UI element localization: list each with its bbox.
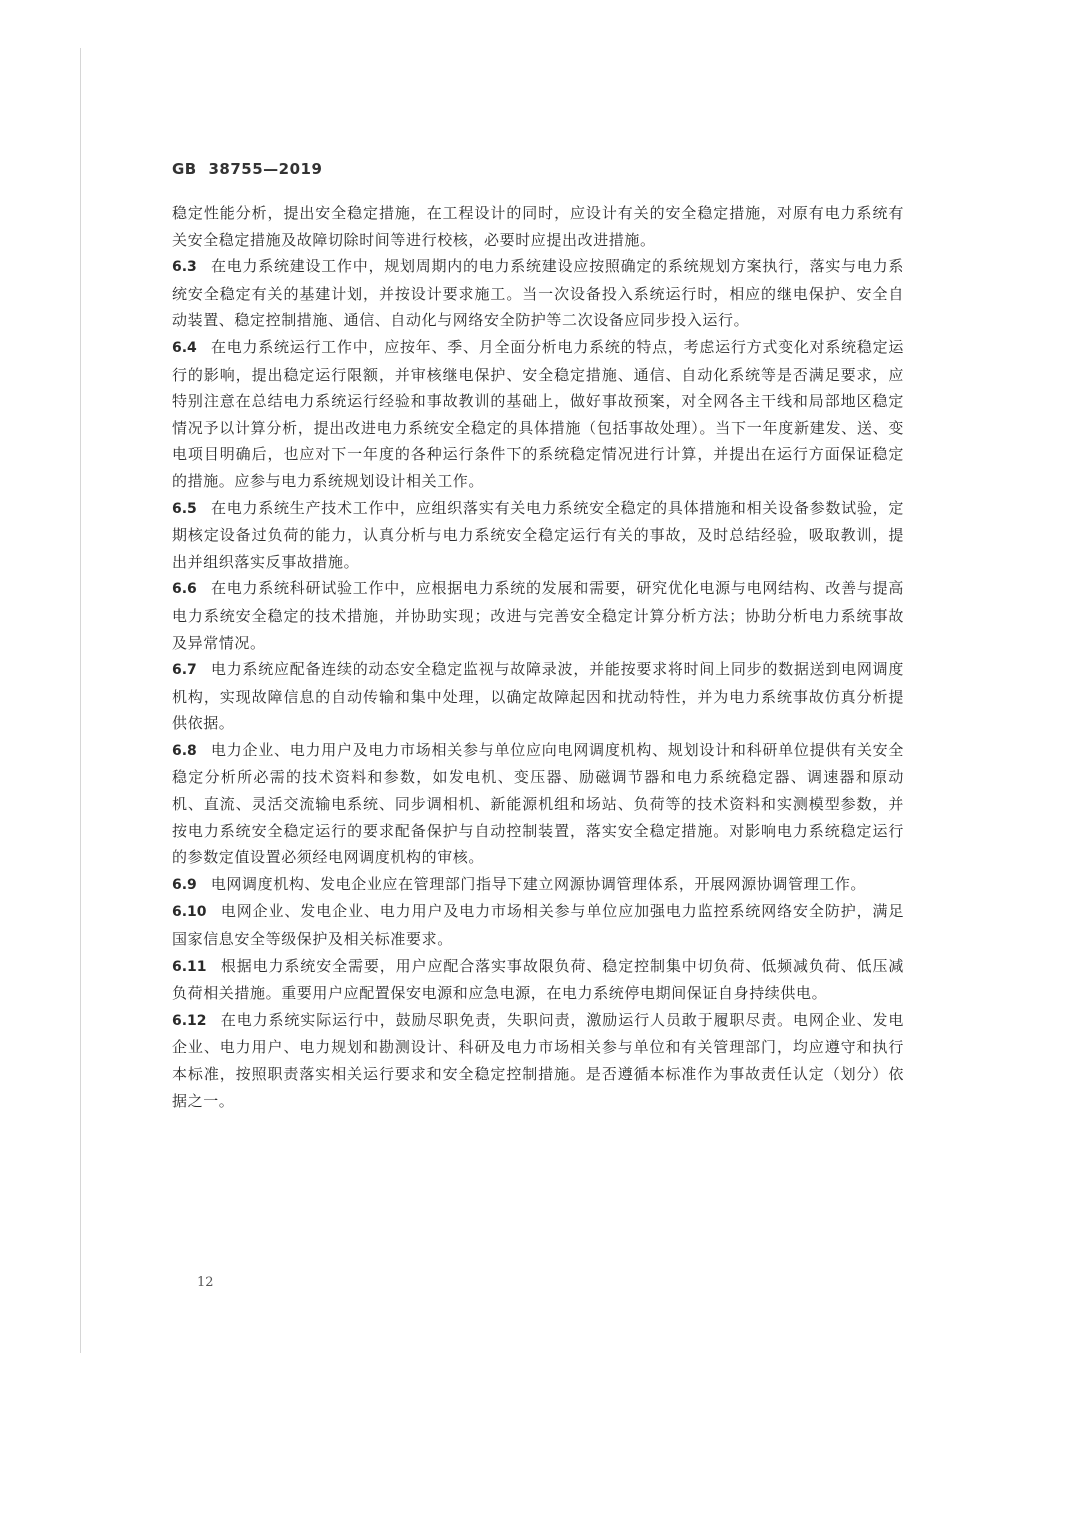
clause-text: 电网企业、发电企业、电力用户及电力市场相关参与单位应加强电力监控系统网络安全防护，满足国家信息安全等级保护及相关标准要求。 [172, 902, 904, 949]
clause-6-9 [172, 871, 904, 899]
clause-text: 在电力系统科研试验工作中，应根据电力系统的发展和需要，研究优化电源与电网结构、改善与提高电力系统安全稳定的技术措施，并协助实现；改进与完善安全稳定计算分析方法；协助分析电力系统事故及异常情况。 [172, 579, 904, 652]
clause-6-3 [172, 253, 904, 334]
clause-6-5 [172, 495, 904, 576]
clause-6-6 [172, 575, 904, 656]
clause-text: 在电力系统实际运行中，鼓励尽职免责，失职问责，激励运行人员敢于履职尽责。电网企业、发电企业、电力用户、电力规划和勘测设计、科研及电力市场相关参与单位和有关管理部门，均应遵守和执行本标准，按照职责落实相关运行要求和安全稳定控制措施。是否遵循本标准作为事故责任认定（划分）依据之一。 [172, 1010, 904, 1110]
page-number: 12 [197, 1275, 214, 1290]
clause-text: 在电力系统生产技术工作中，应组织落实有关电力系统安全稳定的具体措施和相关设备参数试验，定期核定设备过负荷的能力，认真分析与电力系统安全稳定运行有关的事故，及时总结经验，吸取教训，提出并组织落实反事故措施。 [172, 498, 904, 571]
clause-number: 6.11 [172, 958, 207, 975]
document-body [172, 200, 904, 1114]
paragraph-text: 稳定性能分析，提出安全稳定措施，在工程设计的同时，应设计有关的安全稳定措施，对原有电力系统有关安全稳定措施及故障切除时间等进行校核，必要时应提出改进措施。 [172, 204, 904, 249]
clause-6-11 [172, 953, 904, 1007]
clause-text: 电网调度机构、发电企业应在管理部门指导下建立网源协调管理体系，开展网源协调管理工作。 [210, 874, 867, 893]
standard-number: 38755—2019 [208, 160, 323, 178]
clause-number: 6.5 [172, 500, 197, 517]
clause-6-8 [172, 737, 904, 871]
clause-6-12 [172, 1007, 904, 1114]
binding-margin-line [80, 48, 81, 1353]
clause-number: 6.8 [172, 742, 197, 759]
clause-text: 在电力系统建设工作中，规划周期内的电力系统建设应按照确定的系统规划方案执行，落实与电力系统安全稳定有关的基建计划，并按设计要求施工。当一次设备投入系统运行时，相应的继电保护、安全自动装置、稳定控制措施、通信、自动化与网络安全防护等二次设备应同步投入运行。 [172, 257, 904, 330]
clause-number: 6.3 [172, 259, 197, 276]
clause-text: 根据电力系统安全需要，用户应配合落实事故限负荷、稳定控制集中切负荷、低频减负荷、低压减负荷相关措施。重要用户应配置保安电源和应急电源，在电力系统停电期间保证自身持续供电。 [172, 956, 904, 1003]
clause-number: 6.12 [172, 1012, 207, 1029]
clause-text: 电力系统应配备连续的动态安全稳定监视与故障录波，并能按要求将时间上同步的数据送到电网调度机构，实现故障信息的自动传输和集中处理，以确定故障起因和扰动特性，并为电力系统事故仿真分析提供依据。 [172, 660, 904, 733]
clause-number: 6.4 [172, 339, 197, 356]
clause-number: 6.9 [172, 876, 197, 893]
clause-text: 在电力系统运行工作中，应按年、季、月全面分析电力系统的特点，考虑运行方式变化对系统稳定运行的影响，提出稳定运行限额，并审核继电保护、安全稳定措施、通信、自动化系统等是否满足要求，应特别注意在总结电力系统运行经验和事故教训的基础上，做好事故预案，对全网各主干线和局部地区稳定情况予以计算分析，提出改进电力系统安全稳定的具体措施（包括事故处理）。当下一年度新建发、送、变电项目明确后，也应对下一年度的各种运行条件下的系统稳定情况进行计算，并提出在运行方面保证稳定的措施。应参与电力系统规划设计相关工作。 [172, 337, 904, 490]
clause-6-10 [172, 898, 904, 952]
clause-6-7 [172, 656, 904, 737]
clause-6-4 [172, 334, 904, 495]
clause-number: 6.7 [172, 662, 197, 679]
page-header [172, 160, 322, 178]
clause-number: 6.10 [172, 904, 207, 921]
clause-text: 电力企业、电力用户及电力市场相关参与单位应向电网调度机构、规划设计和科研单位提供有关安全稳定分析所必需的技术资料和参数，如发电机、变压器、励磁调节器和电力系统稳定器、调速器和原动机、直流、灵活交流输电系统、同步调相机、新能源机组和场站、负荷等的技术资料和实测模型参数，并按电力系统安全稳定运行的要求配备保护与自动控制装置，落实安全稳定措施。对影响电力系统稳定运行的参数定值设置必须经电网调度机构的审核。 [172, 740, 904, 867]
standard-code: GB [172, 160, 197, 178]
paragraph-continuation [172, 200, 904, 253]
clause-number: 6.6 [172, 581, 197, 598]
